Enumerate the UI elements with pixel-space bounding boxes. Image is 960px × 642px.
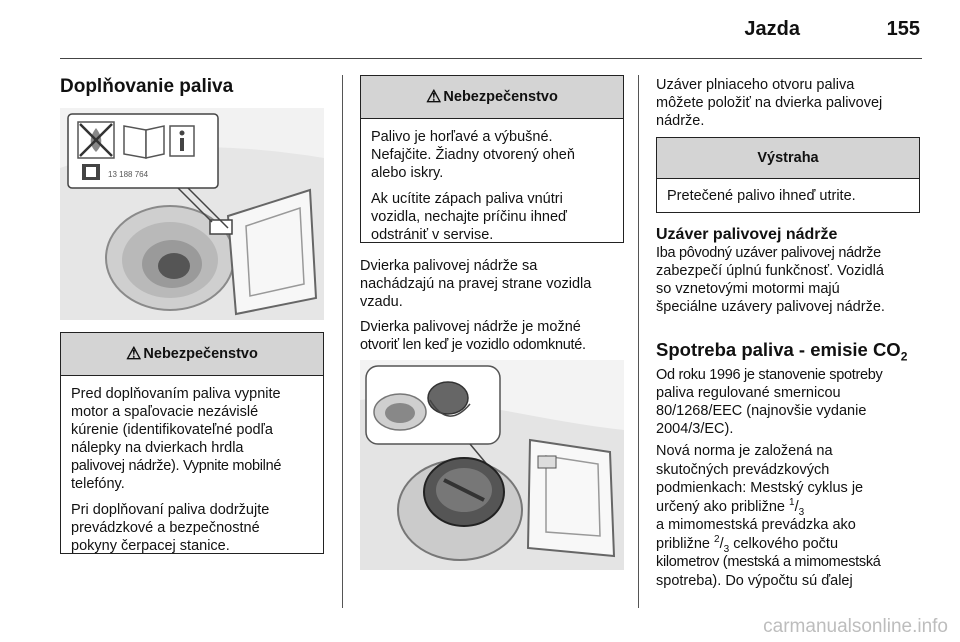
danger-text-2: Ak ucítite zápach paliva vnútri vozidla, nechajte príčinu ihneď odstrániť v servise. xyxy=(371,191,567,243)
regulation-text: Od roku 1996 je stanovenie spotreby paliva regulované smernicou 80/1268/EEC (najnovšie vydanie 2004/3/EC). xyxy=(656,367,883,437)
section-heading-refuelling: Doplňovanie paliva xyxy=(60,76,234,97)
section-heading-fuel-consumption: Spotreba paliva - emisie $CO_2$ xyxy=(656,339,908,364)
warning-triangle-icon: ⚠ xyxy=(126,344,142,363)
danger-box-header xyxy=(61,333,323,376)
fuel-cap-figure xyxy=(360,360,624,570)
fuel-door-label-figure xyxy=(60,108,324,320)
page-number: 155 xyxy=(886,18,920,40)
fuel-door-location-text: Dvierka palivovej nádrže sa nachádzajú na pravej strane vozidla vzadu. xyxy=(360,258,592,310)
danger-box-title: Nebezpečenstvo xyxy=(143,346,258,362)
caution-box-title: Výstraha xyxy=(757,150,819,166)
fuel-label-icon xyxy=(82,164,100,180)
caution-box xyxy=(656,137,920,213)
driving-cycle-text: Nová norma je založená na skutočných prevádzkových podmienkach: Mestský cyklus je určený ako približne $^1/_3$ a mimomestská prevádzka ako približne $^2/_3$ celkového počtu kilometrov (mestská a mimomestská spotreba). Do výpočtu sú ďalej xyxy=(656,443,881,589)
caution-box-header xyxy=(657,138,919,179)
danger-box-body xyxy=(61,376,323,563)
warning-triangle-icon: ⚠ xyxy=(426,87,442,106)
danger-box-left xyxy=(60,332,324,554)
danger-text-1: Palivo je horľavé a výbušné. Nefajčite. Žiadny otvorený oheň alebo iskry. xyxy=(371,129,575,181)
running-header: Jazda xyxy=(744,18,800,40)
fuel-cap-illustration xyxy=(360,360,624,570)
fuel-cap-text: Iba pôvodný uzáver palivovej nádrže zabezpečí úplnú funkčnosť. Vozidlá so vznetovými motormi majú špeciálne uzávery palivovej nádrže. xyxy=(656,245,885,315)
fuel-door-unlock-text: Dvierka palivovej nádrže je možné otvoriť len keď je vozidlo odomknuté. xyxy=(360,319,586,353)
danger-text-2: Pri doplňovaní paliva dodržujte prevádzkové a bezpečnostné pokyny čerpacej stanice. xyxy=(71,502,270,554)
header-rule xyxy=(60,58,922,59)
danger-text-1: Pred doplňovaním paliva vypnite motor a spaľovacie nezávislé kúrenie (identifikovateľné podľa nálepky na dvierkach hrdla palivovej nádrže). Vypnite mobilné telefóny. xyxy=(71,386,282,492)
book-info-icon xyxy=(124,126,194,158)
cap-placement-text: Uzáver plniaceho otvoru paliva môžete položiť na dvierka palivovej nádrže. xyxy=(656,77,883,129)
danger-box-body xyxy=(361,119,623,252)
subheading-fuel-cap: Uzáver palivovej nádrže xyxy=(656,226,838,243)
column-divider-1 xyxy=(342,75,343,608)
danger-box-title: Nebezpečenstvo xyxy=(443,89,558,105)
fuel-door-illustration xyxy=(60,108,324,320)
danger-box-header xyxy=(361,76,623,119)
figure-code: 13 188 764 xyxy=(108,170,149,179)
caution-box-body xyxy=(657,179,919,213)
caution-text: Pretečené palivo ihneď utrite. xyxy=(667,188,856,204)
watermark: carmanualsonline.info xyxy=(763,616,948,637)
danger-box-right xyxy=(360,75,624,243)
no-fire-icon xyxy=(78,122,114,158)
